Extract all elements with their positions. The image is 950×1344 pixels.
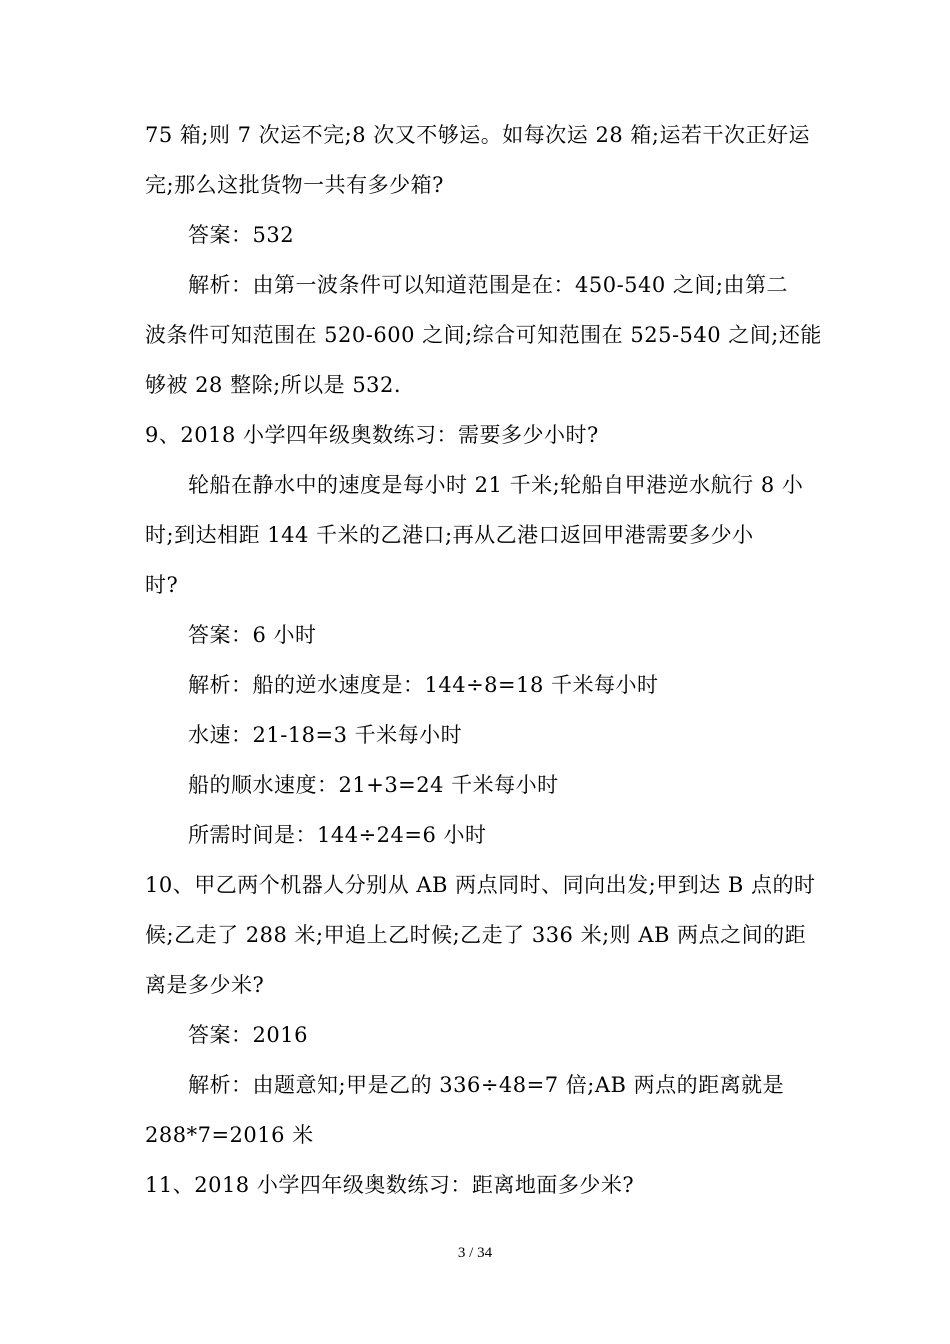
explanation-line: 解析：由题意知;甲是乙的 336÷48=7 倍;AB 两点的距离就是 bbox=[188, 1073, 785, 1097]
text-line: 船的顺水速度：21+3=24 千米每小时 bbox=[188, 773, 559, 797]
explanation-line: 解析：船的逆水速度是：144÷8=18 千米每小时 bbox=[188, 673, 659, 697]
answer-line: 答案：6 小时 bbox=[188, 623, 317, 647]
explanation-line: 解析：由第一波条件可以知道范围是在：450-540 之间;由第二 bbox=[188, 273, 789, 297]
text-line: 够被 28 整除;所以是 532. bbox=[145, 373, 402, 397]
text-line: 波条件可知范围在 520-600 之间;综合可知范围在 525-540 之间;还能 bbox=[145, 323, 822, 347]
text-line: 离是多少米? bbox=[145, 973, 265, 997]
text-line: 288*7=2016 米 bbox=[145, 1123, 314, 1147]
text-line: 完;那么这批货物一共有多少箱? bbox=[145, 173, 444, 197]
text-line: 时;到达相距 144 千米的乙港口;再从乙港口返回甲港需要多少小 bbox=[145, 523, 754, 547]
text-line: 所需时间是：144÷24=6 小时 bbox=[188, 823, 487, 847]
question-heading: 10、甲乙两个机器人分别从 AB 两点同时、同向出发;甲到达 B 点的时 bbox=[145, 873, 816, 897]
text-line: 水速：21-18=3 千米每小时 bbox=[188, 723, 463, 747]
question-heading: 11、2018 小学四年级奥数练习：距离地面多少米? bbox=[145, 1173, 635, 1197]
text-line: 75 箱;则 7 次运不完;8 次又不够运。如每次运 28 箱;运若干次正好运 bbox=[145, 123, 810, 147]
text-line: 轮船在静水中的速度是每小时 21 千米;轮船自甲港逆水航行 8 小 bbox=[188, 473, 804, 497]
answer-line: 答案：532 bbox=[188, 223, 295, 247]
question-heading: 9、2018 小学四年级奥数练习：需要多少小时? bbox=[145, 423, 599, 447]
page-indicator: 3 / 34 bbox=[457, 1245, 493, 1261]
answer-line: 答案：2016 bbox=[188, 1023, 308, 1047]
text-line: 时? bbox=[145, 573, 179, 597]
text-line: 候;乙走了 288 米;甲追上乙时候;乙走了 336 米;则 AB 两点之间的距 bbox=[145, 923, 807, 947]
